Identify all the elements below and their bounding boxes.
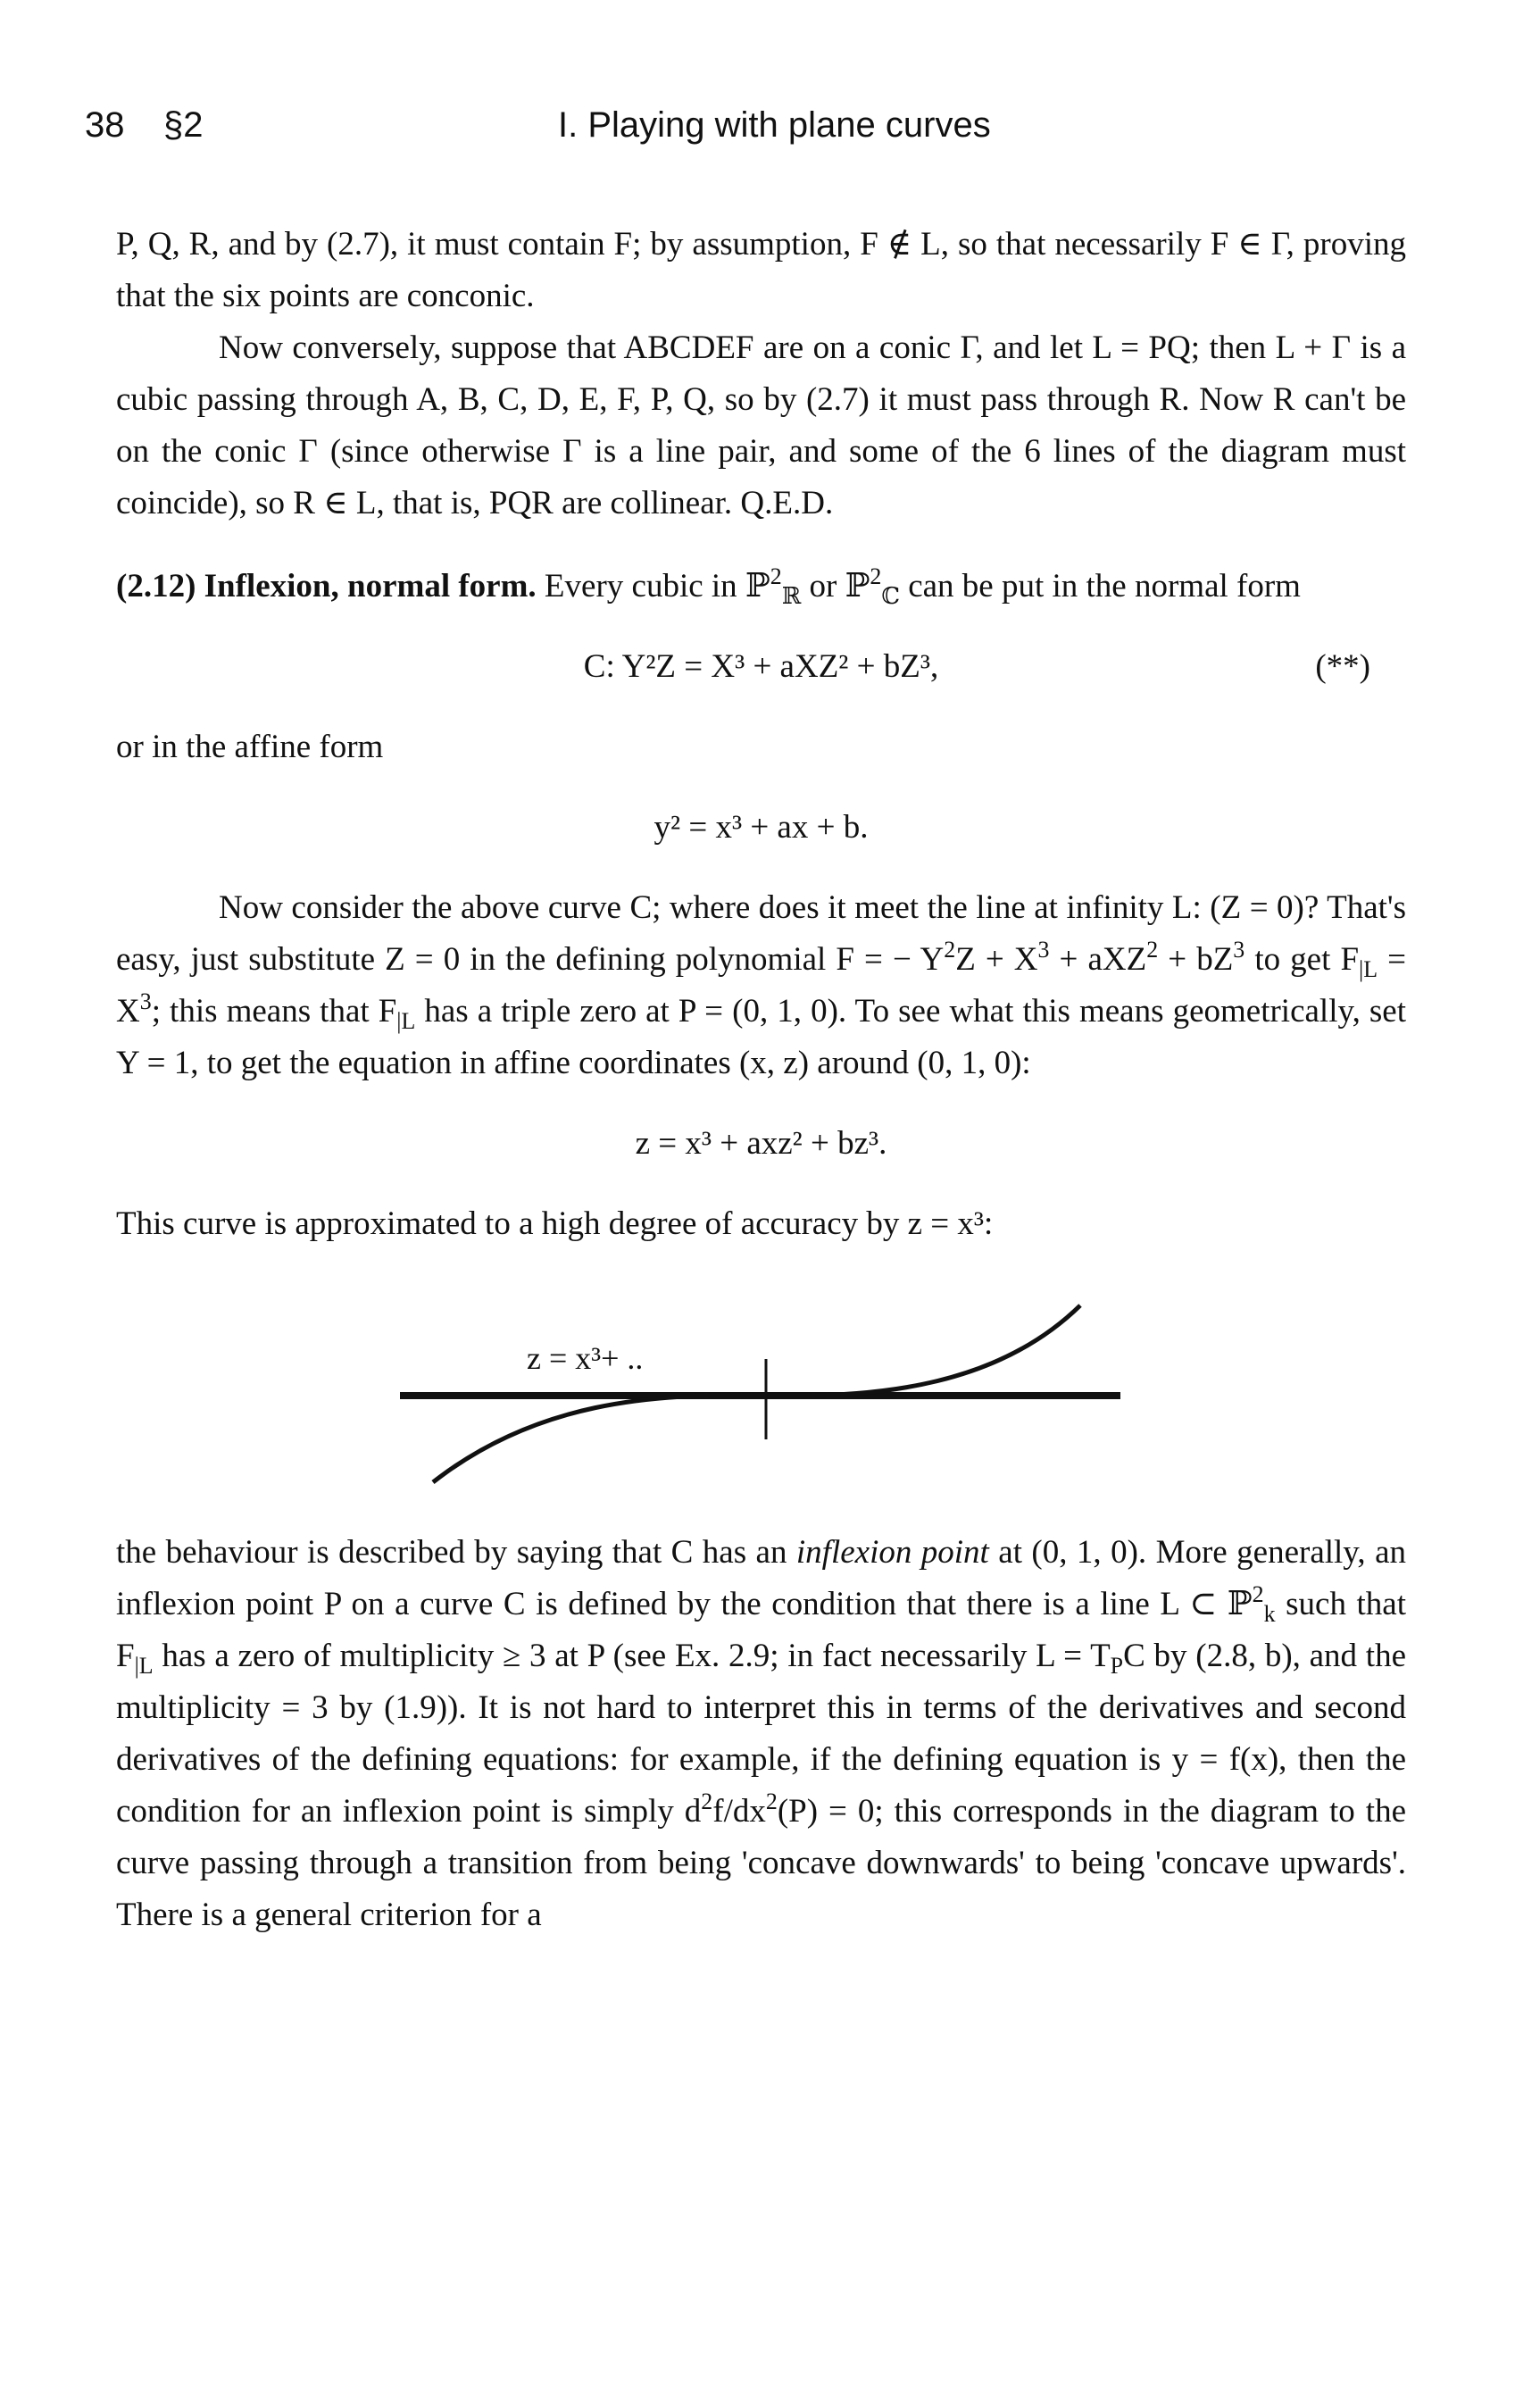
chapter-title: I. Playing with plane curves <box>558 105 991 145</box>
page-body <box>116 219 1406 1941</box>
page-number: 38 <box>85 105 125 145</box>
paragraph-4: or in the affine form <box>116 729 384 765</box>
paragraph-5: Now consider the above curve C; where does it meet the line at infinity L: (Z = 0)? That's easy, just substitute Z = 0 in the defining polynomial F = − $Y^2Z + X^3 + aXZ^2 + bZ^3$ to get $F_{|L} = X^3$; this means that $F_{|L}$ has a triple zero at P = (0, 1, 0). To see what this means geometrically, set Y = 1, to get the equation in affine coordinates (x, z) around (0, 1, 0): <box>116 889 1406 1081</box>
equation-affine-form: y² = x³ + ax + b. <box>653 809 869 846</box>
section-mark: §2 <box>163 105 204 145</box>
paragraph-7: the behaviour is described by saying that C has an inflexion point at (0, 1, 0). More generally, an inflexion point P on a curve C is defined by the condition that there is a line L ⊂ ℙ$^2_k$ such that $F_{|L}$ has a zero of multiplicity ≥ 3 at P (see Ex. 2.9; in fact necessarily $L = T_PC$ by (2.8, b), and the multiplicity = 3 by (1.9)). It is not hard to interpret this in terms of the derivatives and second derivatives of the defining equations: for example, if the defining equation is y = f(x), then the condition for an inflexion point is simply $d^2f/dx^2(P) = 0$; this corresponds in the diagram to the curve passing through a transition from being 'concave downwards' to being 'concave upwards'. There is a general criterion for a <box>116 1534 1407 1933</box>
equation-normal-form: C: Y²Z = X³ + aXZ² + bZ³, (**) <box>116 641 1406 693</box>
paragraph-2: Now conversely, suppose that ABCDEF are on a conic Γ, and let L = PQ; then L + Γ is a cubic passing through A, B, C, D, E, F, P, Q, so by (2.7) it must pass through R. Now R can't be on the conic Γ (since otherwise Γ is a line pair, and some of the 6 lines of the diagram must coincide), so R ∈ L, that is, PQR are collinear. Q.E.D. <box>116 329 1406 521</box>
paragraph-1: P, Q, R, and by (2.7), it must contain F; by assumption, F ∉ L, so that necessarily F ∈ Γ, proving that the six points are conconic. <box>116 226 1406 314</box>
paragraph-6: This curve is approximated to a high degree of accuracy by z = x³: <box>116 1205 994 1242</box>
figure-label: z = x³+ .. <box>527 1340 644 1376</box>
equation-local-form: z = x³ + axz² + bz³. <box>635 1125 887 1162</box>
section-heading: (2.12) Inflexion, normal form. <box>116 568 537 605</box>
equation-tag: (**) <box>1315 648 1370 685</box>
page-header <box>85 105 1451 159</box>
inflexion-diagram <box>116 1277 1406 1509</box>
paragraph-3: (2.12) Inflexion, normal form. Every cubic in ℙ$^2_ℝ$ or ℙ$^2_ℂ$ can be put in the normal form <box>116 563 1301 609</box>
inflexion-figure <box>116 1277 1406 1509</box>
emphasis-inflexion-point: inflexion point <box>795 1534 989 1571</box>
